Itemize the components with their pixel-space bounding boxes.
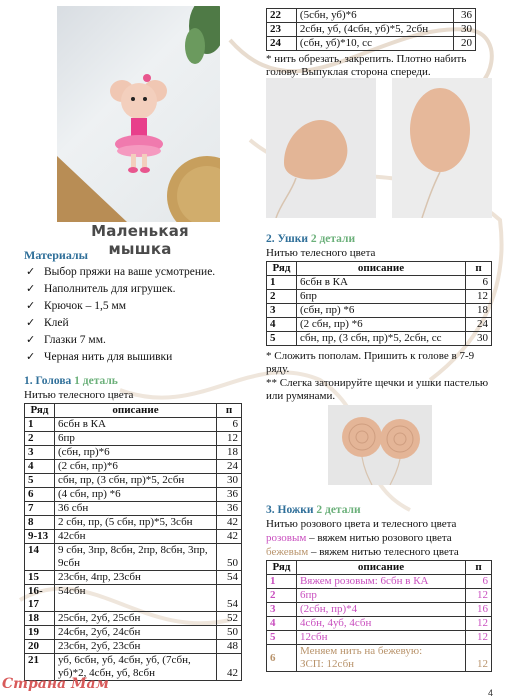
check-icon: ✓: [26, 283, 36, 295]
table-row: 4 (2 сбн, пр) *6 24: [267, 318, 492, 332]
table-row: 8 2 сбн, пр, (5 сбн, пр)*5, 3сбн 42: [25, 516, 242, 530]
table-header-row: Ряд описание п: [25, 404, 242, 418]
table-row: 6 Меняем нить на бежевую: ЗСП: 12сбн 12: [267, 645, 492, 672]
materials-list: [26, 264, 215, 366]
table-row: 15 23сбн, 4пр, 23сбн 54: [25, 571, 242, 585]
ears-pattern-table: [266, 261, 492, 346]
page-number: 4: [488, 688, 494, 698]
table-row: 2 6пр 12: [267, 290, 492, 304]
table-row: 3 (сбн, пр) *6 18: [267, 304, 492, 318]
ears-note-2: ** Слегка затонируйте щечки и ушки пастелью или румянами.: [266, 377, 489, 402]
list-item: ✓ Наполнитель для игрушек.: [26, 281, 215, 298]
site-logo: Страна Мам: [2, 676, 109, 692]
table-row: 4 (2 сбн, пр)*6 24: [25, 460, 242, 474]
head-photo-side: [266, 78, 376, 218]
ears-note-1: * Сложить пополам. Пришить к голове в 7-9 ряду.: [266, 350, 475, 375]
head-pattern-table: [24, 403, 242, 681]
check-icon: ✓: [26, 300, 36, 312]
table-row: 1 6сбн в КА 6: [267, 276, 492, 290]
legs-pattern-table: [266, 560, 492, 672]
list-item: ✓ Черная нить для вышивки: [26, 349, 215, 366]
check-icon: ✓: [26, 334, 36, 346]
table-header-row: Ряд описание п: [267, 561, 492, 575]
table-row: 9-13 42сбн 42: [25, 530, 242, 544]
legs-pink-legend: розовым – вяжем нитью розового цвета: [266, 532, 452, 544]
table-row: 1 Вяжем розовым: 6сбн в КА 6: [267, 575, 492, 589]
table-row: 20 23сбн, 2уб, 23сбн 48: [25, 640, 242, 654]
legs-tan-legend: бежевым – вяжем нитью телесного цвета: [266, 546, 459, 558]
check-icon: ✓: [26, 351, 36, 363]
table-row: 3 (2сбн, пр)*4 16: [267, 603, 492, 617]
check-icon: ✓: [26, 266, 36, 278]
table-row: 4 4сбн, 4уб, 4сбн 12: [267, 617, 492, 631]
ears-subtitle: Нитью телесного цвета: [266, 247, 376, 259]
ears-section-title: 2. Ушки 2 детали: [266, 233, 356, 245]
ears-photo: [328, 405, 432, 485]
head-pattern-table-continued: [266, 8, 476, 51]
head-photo-front: [392, 78, 492, 218]
cover-photo: [57, 6, 220, 222]
list-item: ✓ Глазки 7 мм.: [26, 332, 215, 349]
table-row: 21 уб, 6сбн, уб, 4сбн, уб, (7сбн, уб)*2, 4сбн, уб, 8сбн 42: [25, 654, 242, 681]
table-row: 18 25сбн, 2уб, 25сбн 52: [25, 612, 242, 626]
table-row: 5 сбн, пр, (3 сбн, пр)*5, 2сбн 30: [25, 474, 242, 488]
head-section-title: 1. Голова 1 деталь: [24, 375, 118, 387]
check-icon: ✓: [26, 317, 36, 329]
table-row: 22 (5сбн, уб)*6 36: [267, 9, 476, 23]
table-row: 19 24сбн, 2уб, 24сбн 50: [25, 626, 242, 640]
legs-subtitle: Нитью розового цвета и телесного цвета: [266, 518, 457, 530]
table-row: 5 12сбн 12: [267, 631, 492, 645]
materials-heading: Материалы: [24, 248, 89, 262]
list-item: ✓ Крючок – 1,5 мм: [26, 298, 215, 315]
table-row: 1 6сбн в КА 6: [25, 418, 242, 432]
table-header-row: Ряд описание п: [267, 262, 492, 276]
list-item: ✓ Выбор пряжи на ваше усмотрение.: [26, 264, 215, 281]
legs-section-title: 3. Ножки 2 детали: [266, 504, 361, 516]
table-row: 2 6пр 12: [267, 589, 492, 603]
head-subtitle: Нитью телесного цвета: [24, 389, 134, 401]
table-row: 24 (сбн, уб)*10, сс 20: [267, 37, 476, 51]
list-item: ✓ Клей: [26, 315, 215, 332]
table-row: 14 9 сбн, 3пр, 8сбн, 2пр, 8сбн, 3пр, 9сбн 50: [25, 544, 242, 571]
table-row: 3 (сбн, пр)*6 18: [25, 446, 242, 460]
table-row: 16-17 54сбн 54: [25, 585, 242, 612]
table-row: 2 6пр 12: [25, 432, 242, 446]
table-row: 23 2сбн, уб, (4сбн, уб)*5, 2сбн 30: [267, 23, 476, 37]
table-row: 7 36 сбн 36: [25, 502, 242, 516]
head-finish-note: * нить обрезать, закрепить. Плотно набить голову. Выпуклая сторона спереди.: [266, 53, 467, 78]
table-row: 5 сбн, пр, (3 сбн, пр)*5, 2сбн, сс 30: [267, 332, 492, 346]
cover-title: Маленькая мышка: [91, 222, 189, 258]
table-row: 6 (4 сбн, пр) *6 36: [25, 488, 242, 502]
